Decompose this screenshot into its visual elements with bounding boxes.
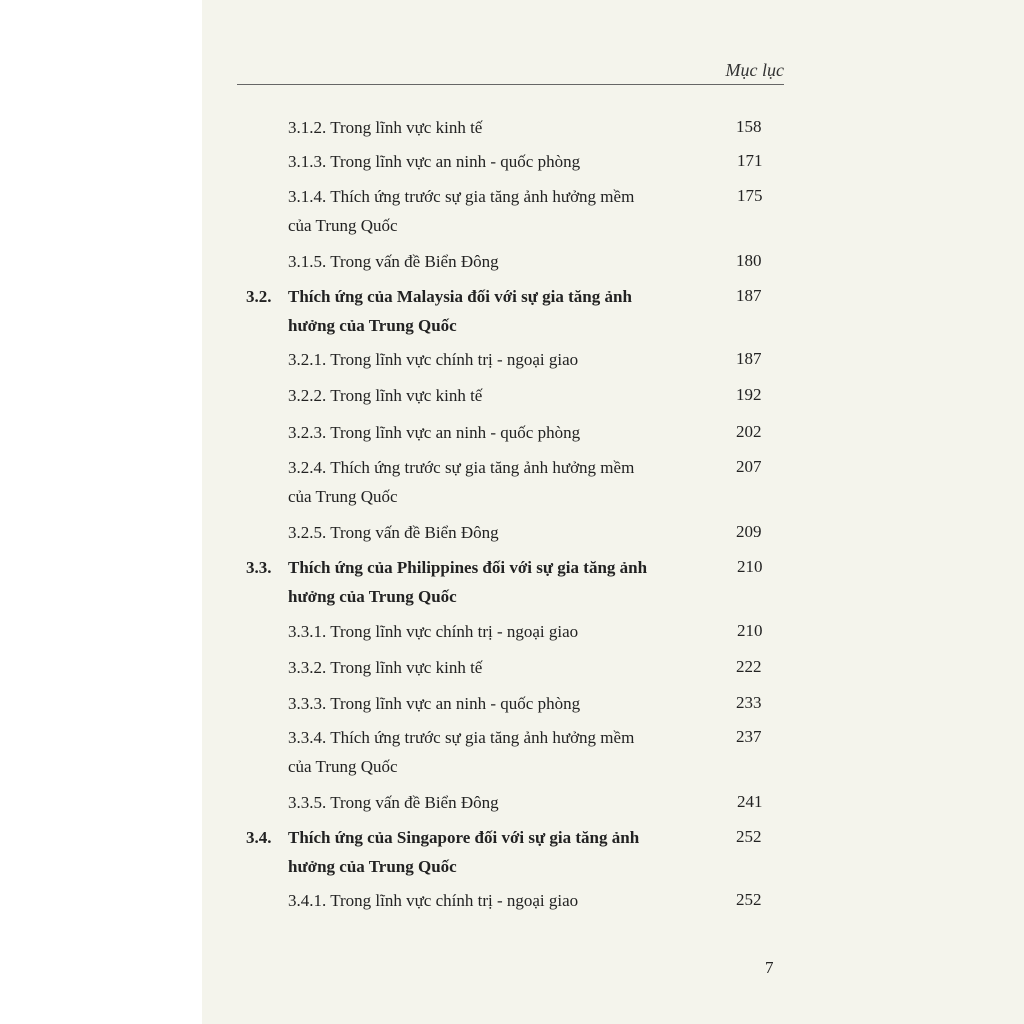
toc-section-label: Thích ứng của Malaysia đối với sự gia tăng ảnh xyxy=(288,287,632,306)
toc-entry-page: 187 xyxy=(736,349,762,368)
toc-entry xyxy=(288,689,580,718)
toc-section-label: Thích ứng của Singapore đối với sự gia tăng ảnh xyxy=(288,828,640,847)
toc-entry-label: 3.4.1. Trong lĩnh vực chính trị - ngoại giao xyxy=(288,891,579,910)
toc-section-label-continued: hưởng của Trung Quốc xyxy=(288,587,457,606)
toc-entry-label-continued: của Trung Quốc xyxy=(288,216,398,235)
toc-entry-page: 171 xyxy=(737,151,763,170)
toc-entry xyxy=(288,147,580,176)
toc-entry-page: 207 xyxy=(736,457,762,476)
toc-entry xyxy=(288,788,499,817)
toc-entry-label: 3.1.5. Trong vấn đề Biển Đông xyxy=(288,252,499,271)
toc-entry-page: 187 xyxy=(736,286,762,305)
toc-entry-label: 3.2.3. Trong lĩnh vực an ninh - quốc phòng xyxy=(288,423,581,442)
running-header: Mục lục xyxy=(725,60,784,80)
toc-entry-label: 3.1.3. Trong lĩnh vực an ninh - quốc phòng xyxy=(288,152,581,171)
toc-section-number: 3.4. xyxy=(246,828,272,847)
toc-entry xyxy=(288,381,482,410)
toc-entry-label: 3.3.3. Trong lĩnh vực an ninh - quốc phòng xyxy=(288,694,581,713)
toc-entry-page: 180 xyxy=(736,251,762,270)
toc-section-label-continued: hưởng của Trung Quốc xyxy=(288,857,457,876)
toc-entry-label: 3.2.1. Trong lĩnh vực chính trị - ngoại giao xyxy=(288,350,579,369)
toc-entry xyxy=(288,617,578,646)
toc-entry-page: 241 xyxy=(737,792,763,811)
toc-entry-page: 252 xyxy=(736,890,762,909)
toc-entry xyxy=(288,518,499,547)
toc-entry xyxy=(288,886,578,915)
toc-entry-label: 3.2.4. Thích ứng trước sự gia tăng ảnh hưởng mềm xyxy=(288,458,635,477)
toc-entry-page: 210 xyxy=(737,557,763,576)
toc-entry xyxy=(288,418,580,447)
toc-entry xyxy=(288,182,634,240)
toc-entry-page: 237 xyxy=(736,727,762,746)
page-number: 7 xyxy=(765,958,774,977)
toc-entry-label: 3.2.2. Trong lĩnh vực kinh tế xyxy=(288,386,483,405)
toc-entry xyxy=(288,723,634,781)
toc-entry-page: 252 xyxy=(736,827,762,846)
toc-section xyxy=(288,553,647,611)
toc-entry-label: 3.2.5. Trong vấn đề Biển Đông xyxy=(288,523,499,542)
toc-entry xyxy=(288,453,634,511)
toc-entry-page: 233 xyxy=(736,693,762,712)
toc-section-number: 3.3. xyxy=(246,558,272,577)
toc-entry-label: 3.3.4. Thích ứng trước sự gia tăng ảnh hưởng mềm xyxy=(288,728,635,747)
toc-entry xyxy=(288,113,482,142)
toc-entry xyxy=(288,247,499,276)
toc-entry-label: 3.1.2. Trong lĩnh vực kinh tế xyxy=(288,118,483,137)
toc-entry-label-continued: của Trung Quốc xyxy=(288,757,398,776)
toc-section-label: Thích ứng của Philippines đối với sự gia tăng ảnh xyxy=(288,558,648,577)
toc-entry-label: 3.3.1. Trong lĩnh vực chính trị - ngoại giao xyxy=(288,622,579,641)
toc-entry-page: 209 xyxy=(736,522,762,541)
toc-section-label-continued: hưởng của Trung Quốc xyxy=(288,316,457,335)
toc-entry-page: 210 xyxy=(737,621,763,640)
toc-entry-label-continued: của Trung Quốc xyxy=(288,487,398,506)
toc-entry-page: 158 xyxy=(736,117,762,136)
header-rule xyxy=(237,84,784,85)
toc-entry-label: 3.1.4. Thích ứng trước sự gia tăng ảnh hưởng mềm xyxy=(288,187,635,206)
toc-entry xyxy=(288,345,578,374)
toc-section-number: 3.2. xyxy=(246,287,272,306)
toc-entry-page: 175 xyxy=(737,186,763,205)
toc-entry-page: 192 xyxy=(736,385,762,404)
toc-entry-page: 202 xyxy=(736,422,762,441)
toc-section xyxy=(288,282,632,340)
toc-entry xyxy=(288,653,482,682)
toc-entry-page: 222 xyxy=(736,657,762,676)
toc-entry-label: 3.3.5. Trong vấn đề Biển Đông xyxy=(288,793,499,812)
toc-entry-label: 3.3.2. Trong lĩnh vực kinh tế xyxy=(288,658,483,677)
toc-section xyxy=(288,823,639,881)
